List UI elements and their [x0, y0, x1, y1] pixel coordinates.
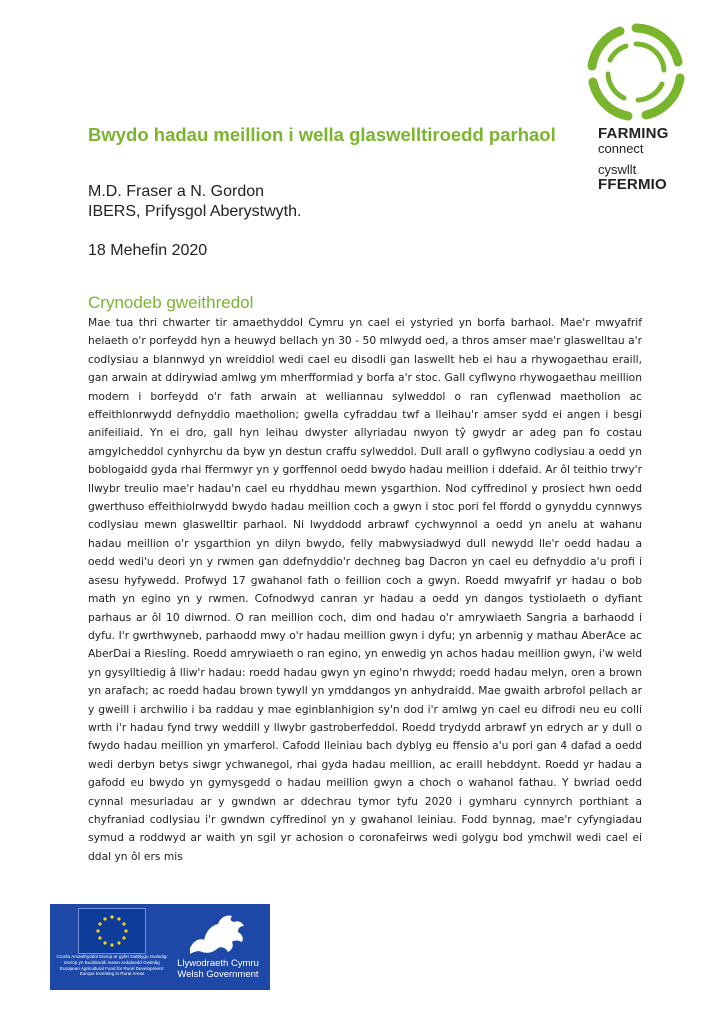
document-title: Bwydo hadau meillion i wella glaswelltiroedd parhaol: [88, 124, 556, 145]
brand-line-ffermio: FFERMIO: [598, 176, 667, 193]
wg-english-name: Welsh Government: [177, 969, 259, 980]
section-heading: Crynodeb gweithredol: [88, 293, 254, 312]
eu-fund-text: Cronfa Amaethyddol Ewrop ar gyfer Datblygu Gwledig: Ewrop yn Buddsoddi mewn Ardaloedd Gwledig European Agricultural Fund for Rural Development: Europe Investing in Rural Areas: [56, 954, 168, 977]
brand-line-cyswllt: cyswllt: [598, 162, 637, 177]
authors-block: [88, 182, 301, 222]
farming-connect-logo-icon: [586, 22, 686, 122]
authors: M.D. Fraser a N. Gordon: [88, 183, 265, 200]
affiliation: IBERS, Prifysgol Aberystwyth.: [88, 203, 302, 220]
brand-line-farming: FARMING: [598, 125, 669, 142]
welsh-government-text: [172, 958, 264, 980]
document-date: 18 Mehefin 2020: [88, 242, 208, 259]
brand-wordmark: [598, 126, 718, 192]
eu-flag-icon: [78, 908, 146, 954]
brand-line-connect: connect: [598, 141, 644, 156]
summary-body: Mae tua thri chwarter tir amaethyddol Cymru yn cael ei ystyried yn borfa barhaol. Mae'r mwyafrif helaeth o'r porfeydd hyn a heuwyd bellach yn 30 - 50 mlwydd oed, a thros amser mae'r glaswelltau a'r codlysiau a blannwyd yn wreiddiol wedi cael eu disodli gan laswellt heb ei hau a rhywogaethau eraill, gan arwain at ddirywiad amlwg ym mherfformiad y borfa a'r stoc. Gall cyflwyno rhywogaethau meillion modern i borfeydd o'r fath arwain at welliannau sylweddol o ran cyflenwad maetholion ac effeithlonrwydd defnyddio maetholion; gwella cyfraddau twf a lleihau'r amser sydd ei angen i besgi anifeiliaid. Yn ei dro, gall hyn leihau dwyster allyriadau nwyon tŷ gwydr ar adeg pan fo costau amgylcheddol cynhyrchu da byw yn destun craffu sylweddol. Dull arall o gyflwyno codlysiau a oedd yn boblogaidd gyda rhai ffermwyr yn y gorffennol oedd bwydo hadau meillion i ddefaid. Ar ôl teithio trwy'r llwybr treulio mae'r hadau'n cael eu rhyddhau mewn ysgarthion. Nod cyffredinol y prosiect hwn oedd gwerthuso effeithiolrwydd bwydo hadau meillion coch a gwyn i stoc pori fel ffordd o gynyddu cynnwys codlysiau mewn glaswelltir parhaol. Ni lwyddodd arbrawf cychwynnol a oedd yn anelu at wahanu hadau meillion o'r ysgarthion yn dilyn bwydo, felly mabwysiadwyd dull newydd lle'r oedd hadau a oedd wedi'u deori yn y rwmen gan ddefnyddio'r dechneg bag Dacron yn cael eu defnyddio a'u profi i asesu hyfywedd. Profwyd 17 gwahanol fath o feillion coch a gwyn. Roedd mwyafrif yr hadau o bob math yn egino yn y rwmen. Cofnodwyd canran yr hadau a oedd yn dangos tystiolaeth o dyfiant parhaus ar ôl 10 diwrnod. O ran meillion coch, dim ond hadau o'r amrywiaeth Sangria a barhaodd i dyfu. I'r gwrthwyneb, parhaodd mwy o'r hadau meillion gwyn i dyfu; yn arbennig y mathau AberAce ac AberDai a Riesling. Roedd amrywiaeth o ran egino, yn enwedig yn achos hadau meillion gwyn, i'w weld yn gysylltiedig â lliw'r hadau: roedd hadau gwyn yn egino'n rhwydd; roedd hadau melyn, oren a brown yn arafach; ac roedd hadau brown tywyll yn ymddangos yn anhydraidd. Mae gwaith arbrofol pellach ar y gweill i archwilio i ba raddau y mae eginblanhigion sy'n dod i'r amlwg yn cael eu difrodi neu eu colli wrth i'r hadau fynd trwy weddill y llwybr gastroberfeddol. Roedd trydydd arbrawf yn edrych ar y dull o fwydo hadau meillion yn ymarferol. Cafodd lleiniau bach dyblyg eu ffensio a'u pori gan 4 dafad a oedd wedi derbyn betys siwgr ychwanegol, rhai gyda hadau meillion, ac eraill hebddynt. Roedd yr hadau a gafodd eu bwydo yn gymysgedd o hadau meillion gwyn a choch o wahanol fathau. Y bwriad oedd cynnal mesuriadau ar y gwndwn ar ddechrau tymor tyfu 2020 i gymharu cynnyrch porthiant a chyfraniad codlysiau i'r gwndwn cyffredinol yn y gwahanol leiniau. Fodd bynnag, mae'r cyfyngiadau symud a roddwyd ar waith yn sgil yr achosion o coronafeirws wedi golygu bod ymchwil wedi cael ei ddal yn ôl ers mis: [88, 316, 642, 863]
wg-welsh-name: Llywodraeth Cymru: [177, 958, 259, 969]
welsh-dragon-icon: [184, 910, 248, 956]
